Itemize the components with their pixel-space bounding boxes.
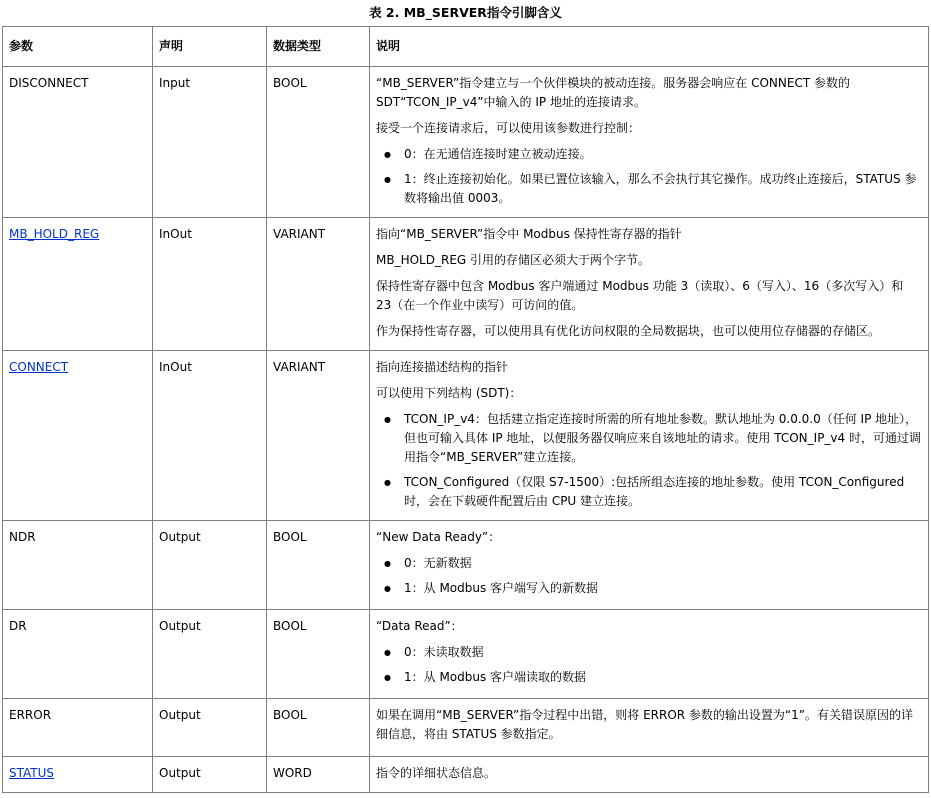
desc-cell	[370, 351, 929, 521]
param-cell	[3, 351, 153, 521]
mb-hold-reg-link[interactable]: MB_HOLD_REG	[9, 227, 100, 241]
desc-cell	[370, 757, 929, 793]
decl-cell: Output	[153, 757, 267, 793]
desc-list	[376, 643, 922, 687]
list-item: ● 0：在无通信连接时建立被动连接。	[404, 145, 922, 164]
header-row	[3, 27, 929, 67]
table-row	[3, 757, 929, 793]
desc-cell	[370, 610, 929, 699]
status-link[interactable]: STATUS	[9, 766, 55, 780]
desc-cell	[370, 67, 929, 218]
decl-cell: Output	[153, 610, 267, 699]
header-desc: 说明	[370, 27, 929, 67]
desc-paragraph: “Data Read”：	[376, 619, 463, 633]
header-type: 数据类型	[267, 27, 370, 67]
type-cell: VARIANT	[267, 218, 370, 351]
type-cell: VARIANT	[267, 351, 370, 521]
desc-paragraph: 指向“MB_SERVER”指令中 Modbus 保持性寄存器的指针	[376, 227, 682, 241]
list-item: ● TCON_IP_v4：包括建立指定连接时所需的所有地址参数。默认地址为 0.0.0.0（任何 IP 地址），但也可输入具体 IP 地址，以便服务器仅响应来自该地址的请求。使用 TCON_IP_v4 时，可通过调用指令“MB_SERVER”建立连接。	[404, 410, 922, 467]
list-item: ● 1：终止连接初始化。如果已置位该输入，那么不会执行其它操作。成功终止连接后，STATUS 参数将输出值 0003。	[404, 170, 922, 208]
list-item: ● 1：从 Modbus 客户端读取的数据	[404, 668, 922, 687]
desc-paragraph: “New Data Ready”：	[376, 530, 501, 544]
type-cell: BOOL	[267, 521, 370, 610]
header-param: 参数	[3, 27, 153, 67]
desc-list	[376, 554, 922, 598]
table-row	[3, 218, 929, 351]
connect-link[interactable]: CONNECT	[9, 360, 69, 374]
table-row	[3, 699, 929, 757]
decl-cell: Output	[153, 521, 267, 610]
table-row	[3, 610, 929, 699]
list-item: ● 1：从 Modbus 客户端写入的新数据	[404, 579, 922, 598]
param-cell	[3, 757, 153, 793]
param-cell	[3, 218, 153, 351]
decl-cell: InOut	[153, 218, 267, 351]
desc-cell	[370, 699, 929, 757]
table-row	[3, 521, 929, 610]
header-decl: 声明	[153, 27, 267, 67]
desc-paragraph: 指令的详细状态信息。	[376, 766, 497, 780]
list-item: ● 0：无新数据	[404, 554, 922, 573]
desc-paragraph: 保持性寄存器中包含 Modbus 客户端通过 Modbus 功能 3（读取）、6（写入）、16（多次写入）和 23（在一个作业中读写）可访问的值。	[376, 279, 904, 312]
desc-list	[376, 145, 922, 208]
type-cell: BOOL	[267, 610, 370, 699]
desc-paragraph: 指向连接描述结构的指针	[376, 360, 509, 374]
list-item: ● 0：未读取数据	[404, 643, 922, 662]
type-cell: BOOL	[267, 67, 370, 218]
type-cell: BOOL	[267, 699, 370, 757]
pin-table	[2, 26, 929, 793]
desc-list	[376, 410, 922, 511]
list-item: ● TCON_Configured（仅限 S7-1500）:包括所组态连接的地址参数。使用 TCON_Configured 时，会在下载硬件配置后由 CPU 建立连接。	[404, 473, 922, 511]
table-row	[3, 67, 929, 218]
param-cell: NDR	[3, 521, 153, 610]
table-caption: 表 2. MB_SERVER指令引脚含义	[369, 5, 562, 20]
desc-cell	[370, 218, 929, 351]
desc-paragraph: 接受一个连接请求后，可以使用该参数进行控制：	[376, 121, 641, 135]
desc-cell	[370, 521, 929, 610]
table-row	[3, 351, 929, 521]
decl-cell: Input	[153, 67, 267, 218]
param-cell: DISCONNECT	[3, 67, 153, 218]
param-cell: DR	[3, 610, 153, 699]
desc-paragraph: MB_HOLD_REG 引用的存储区必须大于两个字节。	[376, 253, 651, 267]
param-cell: ERROR	[3, 699, 153, 757]
desc-paragraph: 作为保持性寄存器，可以使用具有优化访问权限的全局数据块，也可以使用位存储器的存储区。	[376, 324, 881, 338]
decl-cell: InOut	[153, 351, 267, 521]
desc-paragraph: 可以使用下列结构 (SDT)：	[376, 386, 522, 400]
type-cell: WORD	[267, 757, 370, 793]
desc-paragraph: “MB_SERVER”指令建立与一个伙伴模块的被动连接。服务器会响应在 CONNECT 参数的 SDT“TCON_IP_v4”中输入的 IP 地址的连接请求。	[376, 76, 850, 109]
desc-paragraph: 如果在调用“MB_SERVER”指令过程中出错，则将 ERROR 参数的输出设置为“1”。有关错误原因的详细信息，将由 STATUS 参数指定。	[376, 708, 914, 741]
decl-cell: Output	[153, 699, 267, 757]
